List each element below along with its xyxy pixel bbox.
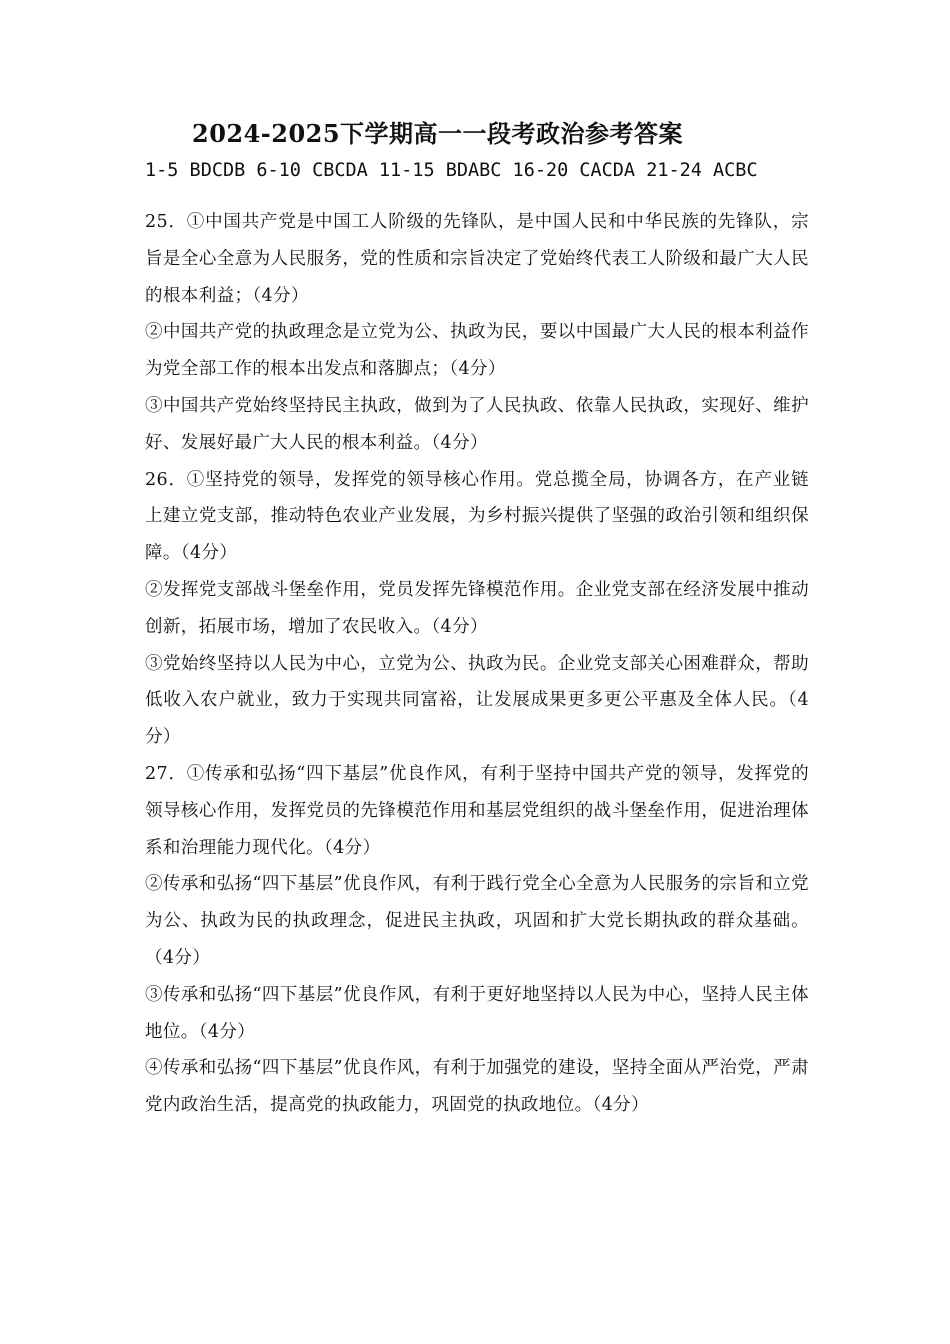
answer-26-point-3: ③党始终坚持以人民为中心，立党为公、执政为民。企业党支部关心困难群众，帮助低收入农户就业，致力于实现共同富裕，让发展成果更多更公平惠及全体人民。（4分）: [145, 653, 809, 748]
answer-27-point-2: ②传承和弘扬“四下基层”优良作风，有利于践行党全心全意为人民服务的宗旨和立党为公、执政为民的执政理念，促进民主执政，巩固和扩大党长期执政的群众基础。（4分）: [145, 874, 809, 968]
answer-25-point-2: ②中国共产党的执政理念是立党为公、执政为民，要以中国最广大人民的根本利益作为党全部工作的根本出发点和落脚点；（4分）: [145, 322, 809, 380]
multiple-choice-answer-key: 1-5 BDCDB 6-10 CBCDA 11-15 BDABC 16-20 CACDA 21-24 ACBC: [145, 160, 758, 181]
page-title: 2024-2025下学期高一一段考政治参考答案: [192, 119, 684, 148]
answer-25-point-3: ③中国共产党始终坚持民主执政，做到为了人民执政、依靠人民执政，实现好、维护好、发展好最广大人民的根本利益。（4分）: [145, 395, 809, 453]
answer-26-point-1: 26．①坚持党的领导，发挥党的领导核心作用。党总揽全局，协调各方，在产业链上建立党支部，推动特色农业产业发展，为乡村振兴提供了坚强的政治引领和组织保障。（4分）: [145, 469, 809, 564]
answer-26-point-2: ②发挥党支部战斗堡垒作用，党员发挥先锋模范作用。企业党支部在经济发展中推动创新，拓展市场，增加了农民收入。（4分）: [145, 579, 809, 637]
answer-25-point-1: 25．①中国共产党是中国工人阶级的先锋队，是中国人民和中华民族的先锋队，宗旨是全心全意为人民服务，党的性质和宗旨决定了党始终代表工人阶级和最广大人民的根本利益；（4分）: [145, 212, 809, 306]
answer-body: [145, 204, 809, 1124]
answer-27-point-1: 27．①传承和弘扬“四下基层”优良作风，有利于坚持中国共产党的领导，发挥党的领导核心作用，发挥党员的先锋模范作用和基层党组织的战斗堡垒作用，促进治理体系和治理能力现代化。（4分）: [145, 763, 809, 858]
answer-27-point-4: ④传承和弘扬“四下基层”优良作风，有利于加强党的建设，坚持全面从严治党，严肃党内政治生活，提高党的执政能力，巩固党的执政地位。（4分）: [145, 1058, 809, 1116]
answer-27-point-3: ③传承和弘扬“四下基层”优良作风，有利于更好地坚持以人民为中心，坚持人民主体地位。（4分）: [145, 984, 809, 1042]
